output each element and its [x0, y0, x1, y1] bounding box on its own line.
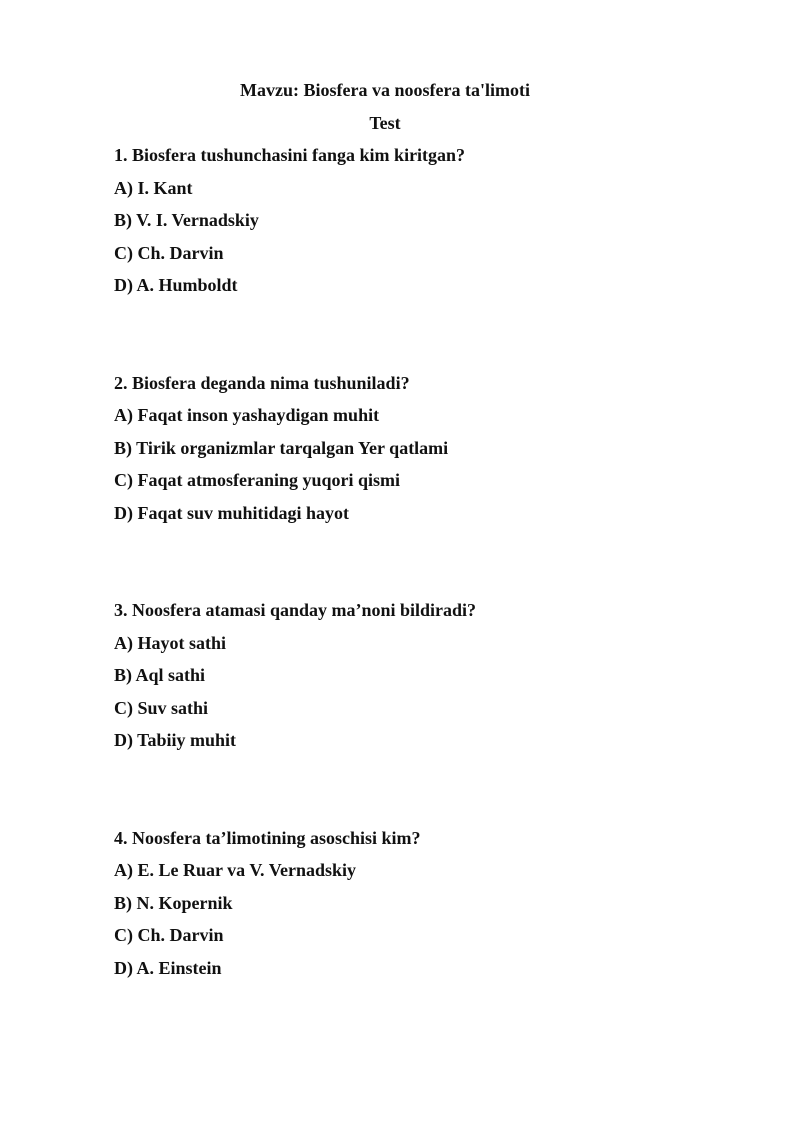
answer-option-d: D) Faqat suv muhitidagi hayot: [114, 502, 350, 523]
question-4: [114, 822, 754, 985]
answer-option-c: C) Suv sathi: [114, 697, 209, 718]
answer-option-c: C) Ch. Darvin: [114, 242, 224, 263]
answer-option-b: B) V. I. Vernadskiy: [114, 210, 259, 230]
answer-option-a: A) Hayot sathi: [114, 632, 226, 653]
question-list: [114, 139, 754, 1049]
answer-option-c: C) Faqat atmosferaning yuqori qismi: [114, 470, 401, 490]
question-text: 1. Biosfera tushunchasini fanga kim kiritgan?: [114, 145, 466, 165]
page-title: Mavzu: Biosfera va noosfera ta'limoti: [240, 80, 530, 100]
answer-option-a: A) I. Kant: [114, 177, 193, 198]
answer-option-d: D) Tabiiy muhit: [114, 730, 237, 750]
answer-option-b: B) Aql sathi: [114, 665, 206, 685]
answer-option-d: D) A. Humboldt: [114, 275, 238, 295]
answer-option-c: C) Ch. Darvin: [114, 925, 224, 945]
question-text: 3. Noosfera atamasi qanday ma’noni bildiradi?: [114, 600, 477, 620]
page-subtitle: Test: [369, 112, 401, 133]
answer-option-b: B) N. Kopernik: [114, 892, 233, 913]
answer-option-d: D) A. Einstein: [114, 957, 222, 978]
question-1: [114, 139, 754, 302]
answer-option-b: B) Tirik organizmlar tarqalgan Yer qatlami: [114, 437, 449, 458]
title-block: [0, 74, 770, 139]
question-text: 2. Biosfera deganda nima tushuniladi?: [114, 372, 410, 393]
question-3: [114, 594, 754, 757]
question-text: 4. Noosfera ta’limotining asoschisi kim?: [114, 827, 421, 848]
answer-option-a: A) Faqat inson yashaydigan muhit: [114, 405, 380, 425]
question-2: [114, 367, 754, 530]
answer-option-a: A) E. Le Ruar va V. Vernadskiy: [114, 860, 357, 880]
